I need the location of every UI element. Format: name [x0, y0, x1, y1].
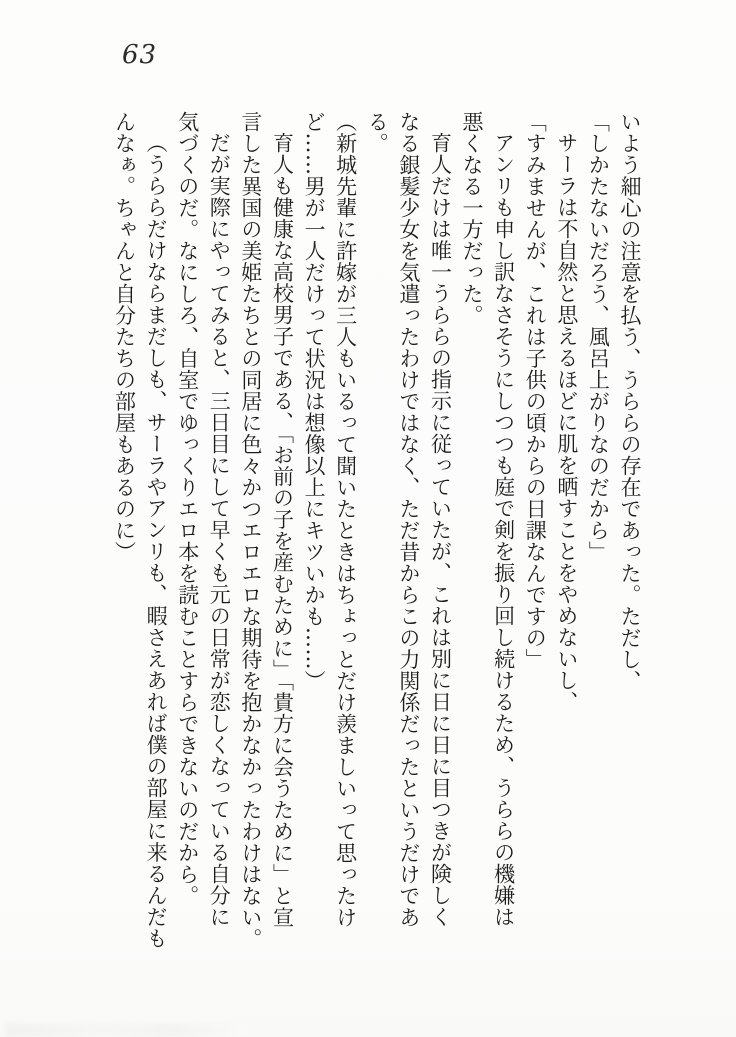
text-line: 気づくのだ。なにしろ、自室でゆっくりエロ本を読むことすらできないのだから。	[175, 111, 200, 907]
text-line: いよう細心の注意を払う、うららの存在であった。ただし、	[618, 111, 642, 692]
text-line: なる銀髪少女を気遣ったわけではなく、ただ昔からこの力関係だったというだけであ	[396, 111, 421, 928]
text-block	[108, 111, 645, 963]
text-line: 「しかたないだろう、風呂上がりなのだから」	[586, 111, 611, 563]
text-line: ど……男が一人だけって状況は想像以上にキツいかも……）	[302, 111, 327, 692]
text-line: アンリも申し訳なさそうにしつつも庭で剣を振り回し続けるため、うららの機嫌は	[491, 132, 516, 928]
text-line: （新城先輩に許嫁が三人もいるって聞いたときはちょっとだけ羨ましいって思ったけ	[333, 111, 358, 928]
text-line: 育人だけは唯一うららの指示に従っていたが、これは別に日に日に目つきが険しく	[428, 132, 453, 928]
text-line: サーラは不自然と思えるほどに肌を晒すことをやめないし、	[554, 132, 579, 713]
text-line: んなぁ。ちゃんと自分たちの部屋もあるのに）	[112, 111, 137, 563]
text-line: 育人も健康な高校男子である、「お前の子を産むために」「貴方に会うために」と宣	[270, 132, 295, 928]
text-line: る。	[365, 111, 390, 154]
text-line: （うららだけならまだしも、サーラやアンリも、暇さえあれば僕の部屋に来るんだも	[144, 132, 169, 949]
text-line: だが実際にやってみると、三日目にして早くも元の日常が恋しくなっている自分に	[207, 132, 232, 928]
text-line: 「すみませんが、これは子供の頃からの日課なんですの」	[523, 111, 548, 670]
page-number: 63	[122, 40, 158, 70]
scan-artifact	[6, 1023, 246, 1037]
text-line: 言した異国の美姫たちとの同居に色々かつエロエロな期待を抱かなかったわけはない。	[238, 111, 263, 950]
text-line: 悪くなる一方だった。	[460, 111, 485, 326]
